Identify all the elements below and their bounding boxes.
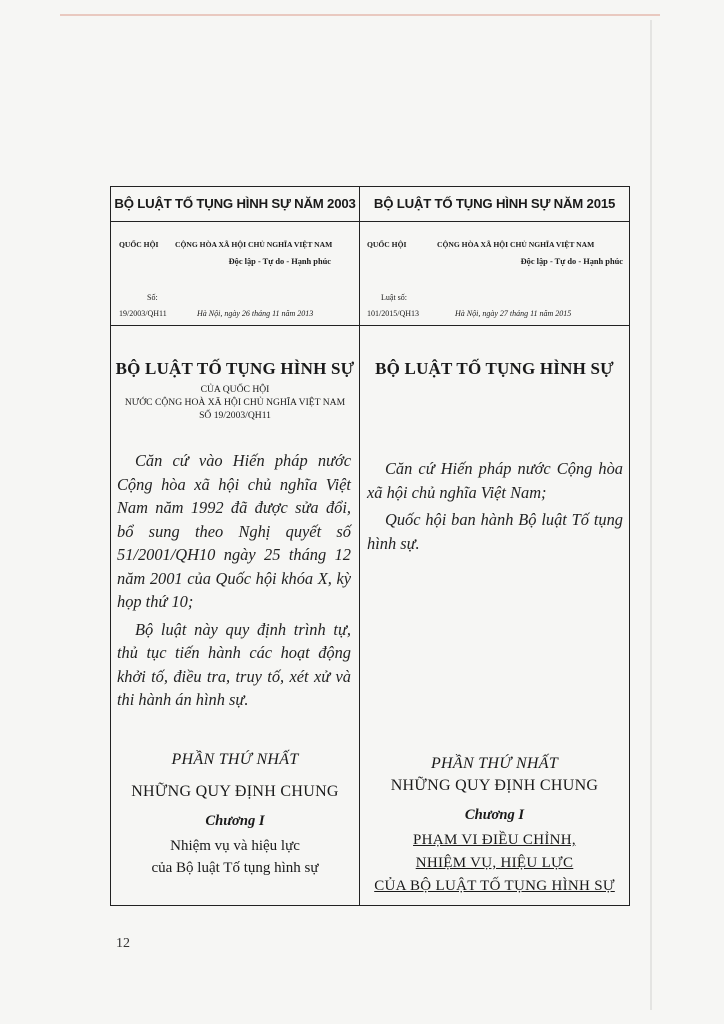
- left-law-subtitle: [111, 383, 359, 422]
- page-number: 12: [116, 936, 130, 951]
- left-law-number: 19/2003/QH11: [119, 309, 167, 318]
- right-part-heading: PHẦN THỨ NHẤT: [430, 755, 559, 772]
- left-law-title: BỘ LUẬT TỐ TỤNG HÌNH SỰ: [115, 359, 355, 378]
- page-edge-top: [60, 14, 660, 16]
- left-chapter-heading: Chương I: [205, 813, 265, 829]
- left-preamble-paragraph: Bộ luật này quy định trình tự, thủ tục tiến hành các hoạt động khởi tố, điều tra, truy tố, xét xử và thi hành án hình sự.: [117, 619, 351, 709]
- left-org-label: QUỐC HỘI: [119, 240, 159, 249]
- left-number-label: Số:: [147, 293, 158, 302]
- right-chapter-name-line: CỦA BỘ LUẬT TỐ TỤNG HÌNH SỰ: [374, 878, 615, 894]
- column-divider: [359, 187, 360, 905]
- right-chapter-name-line: NHIỆM VỤ, HIỆU LỰC: [415, 855, 574, 871]
- left-part-name: NHỮNG QUY ĐỊNH CHUNG: [131, 783, 339, 800]
- left-preamble-paragraph: Căn cứ vào Hiến pháp nước Cộng hòa xã hội chủ nghĩa Việt Nam năm 1992 đã được sửa đổi, bổ sung theo Nghị quyết số 51/2001/QH10 ngày 25 tháng 12 năm 2001 của Quốc hội khóa X, kỳ họp thứ 10;: [117, 451, 351, 611]
- right-republic-label: CỘNG HÒA XÃ HỘI CHỦ NGHĨA VIỆT NAM: [437, 240, 595, 249]
- right-law-title: BỘ LUẬT TỐ TỤNG HÌNH SỰ: [375, 359, 614, 378]
- left-motto: Độc lập - Tự do - Hạnh phúc: [228, 257, 331, 266]
- left-part-heading: PHẦN THỨ NHẤT: [171, 751, 299, 768]
- right-preamble: [367, 457, 623, 559]
- right-column-header: BỘ LUẬT TỐ TỤNG HÌNH SỰ NĂM 2015: [373, 196, 616, 211]
- right-issue-date: Hà Nội, ngày 27 tháng 11 năm 2015: [455, 309, 572, 318]
- right-preamble-paragraph: Căn cứ Hiến pháp nước Cộng hòa xã hội chủ nghĩa Việt Nam;: [367, 459, 623, 502]
- right-motto: Độc lập - Tự do - Hạnh phúc: [520, 257, 623, 266]
- left-subtitle-line: NƯỚC CỘNG HOÀ XÃ HỘI CHỦ NGHĨA VIỆT NAM: [124, 397, 346, 408]
- right-chapter-name-line: PHẠM VI ĐIỀU CHỈNH,: [413, 832, 576, 848]
- left-republic-label: CỘNG HÒA XÃ HỘI CHỦ NGHĨA VIỆT NAM: [175, 240, 333, 249]
- left-chapter-name-line: của Bộ luật Tố tụng hình sự: [151, 860, 319, 876]
- left-chapter-name: [111, 835, 359, 879]
- right-part-name: NHỮNG QUY ĐỊNH CHUNG: [390, 777, 599, 794]
- right-chapter-name: [360, 829, 629, 898]
- left-subtitle-line: SỐ 19/2003/QH11: [199, 410, 271, 421]
- left-chapter-name-line: Nhiệm vụ và hiệu lực: [170, 838, 300, 854]
- header-divider: [111, 221, 629, 222]
- left-preamble: [117, 449, 351, 716]
- left-subtitle-line: CỦA QUỐC HỘI: [200, 384, 270, 395]
- right-law-number: 101/2015/QH13: [367, 309, 419, 318]
- right-chapter-heading: Chương I: [464, 807, 525, 823]
- right-org-label: QUỐC HỘI: [367, 240, 407, 249]
- meta-divider: [111, 325, 629, 326]
- left-column-header: BỘ LUẬT TỐ TỤNG HÌNH SỰ NĂM 2003: [114, 196, 356, 211]
- right-number-label: Luật số:: [381, 293, 407, 302]
- right-preamble-paragraph: Quốc hội ban hành Bộ luật Tố tụng hình sự.: [367, 510, 623, 553]
- left-issue-date: Hà Nội, ngày 26 tháng 11 năm 2013: [197, 309, 314, 318]
- page-edge-right: [650, 20, 652, 1010]
- comparison-table: [110, 186, 630, 906]
